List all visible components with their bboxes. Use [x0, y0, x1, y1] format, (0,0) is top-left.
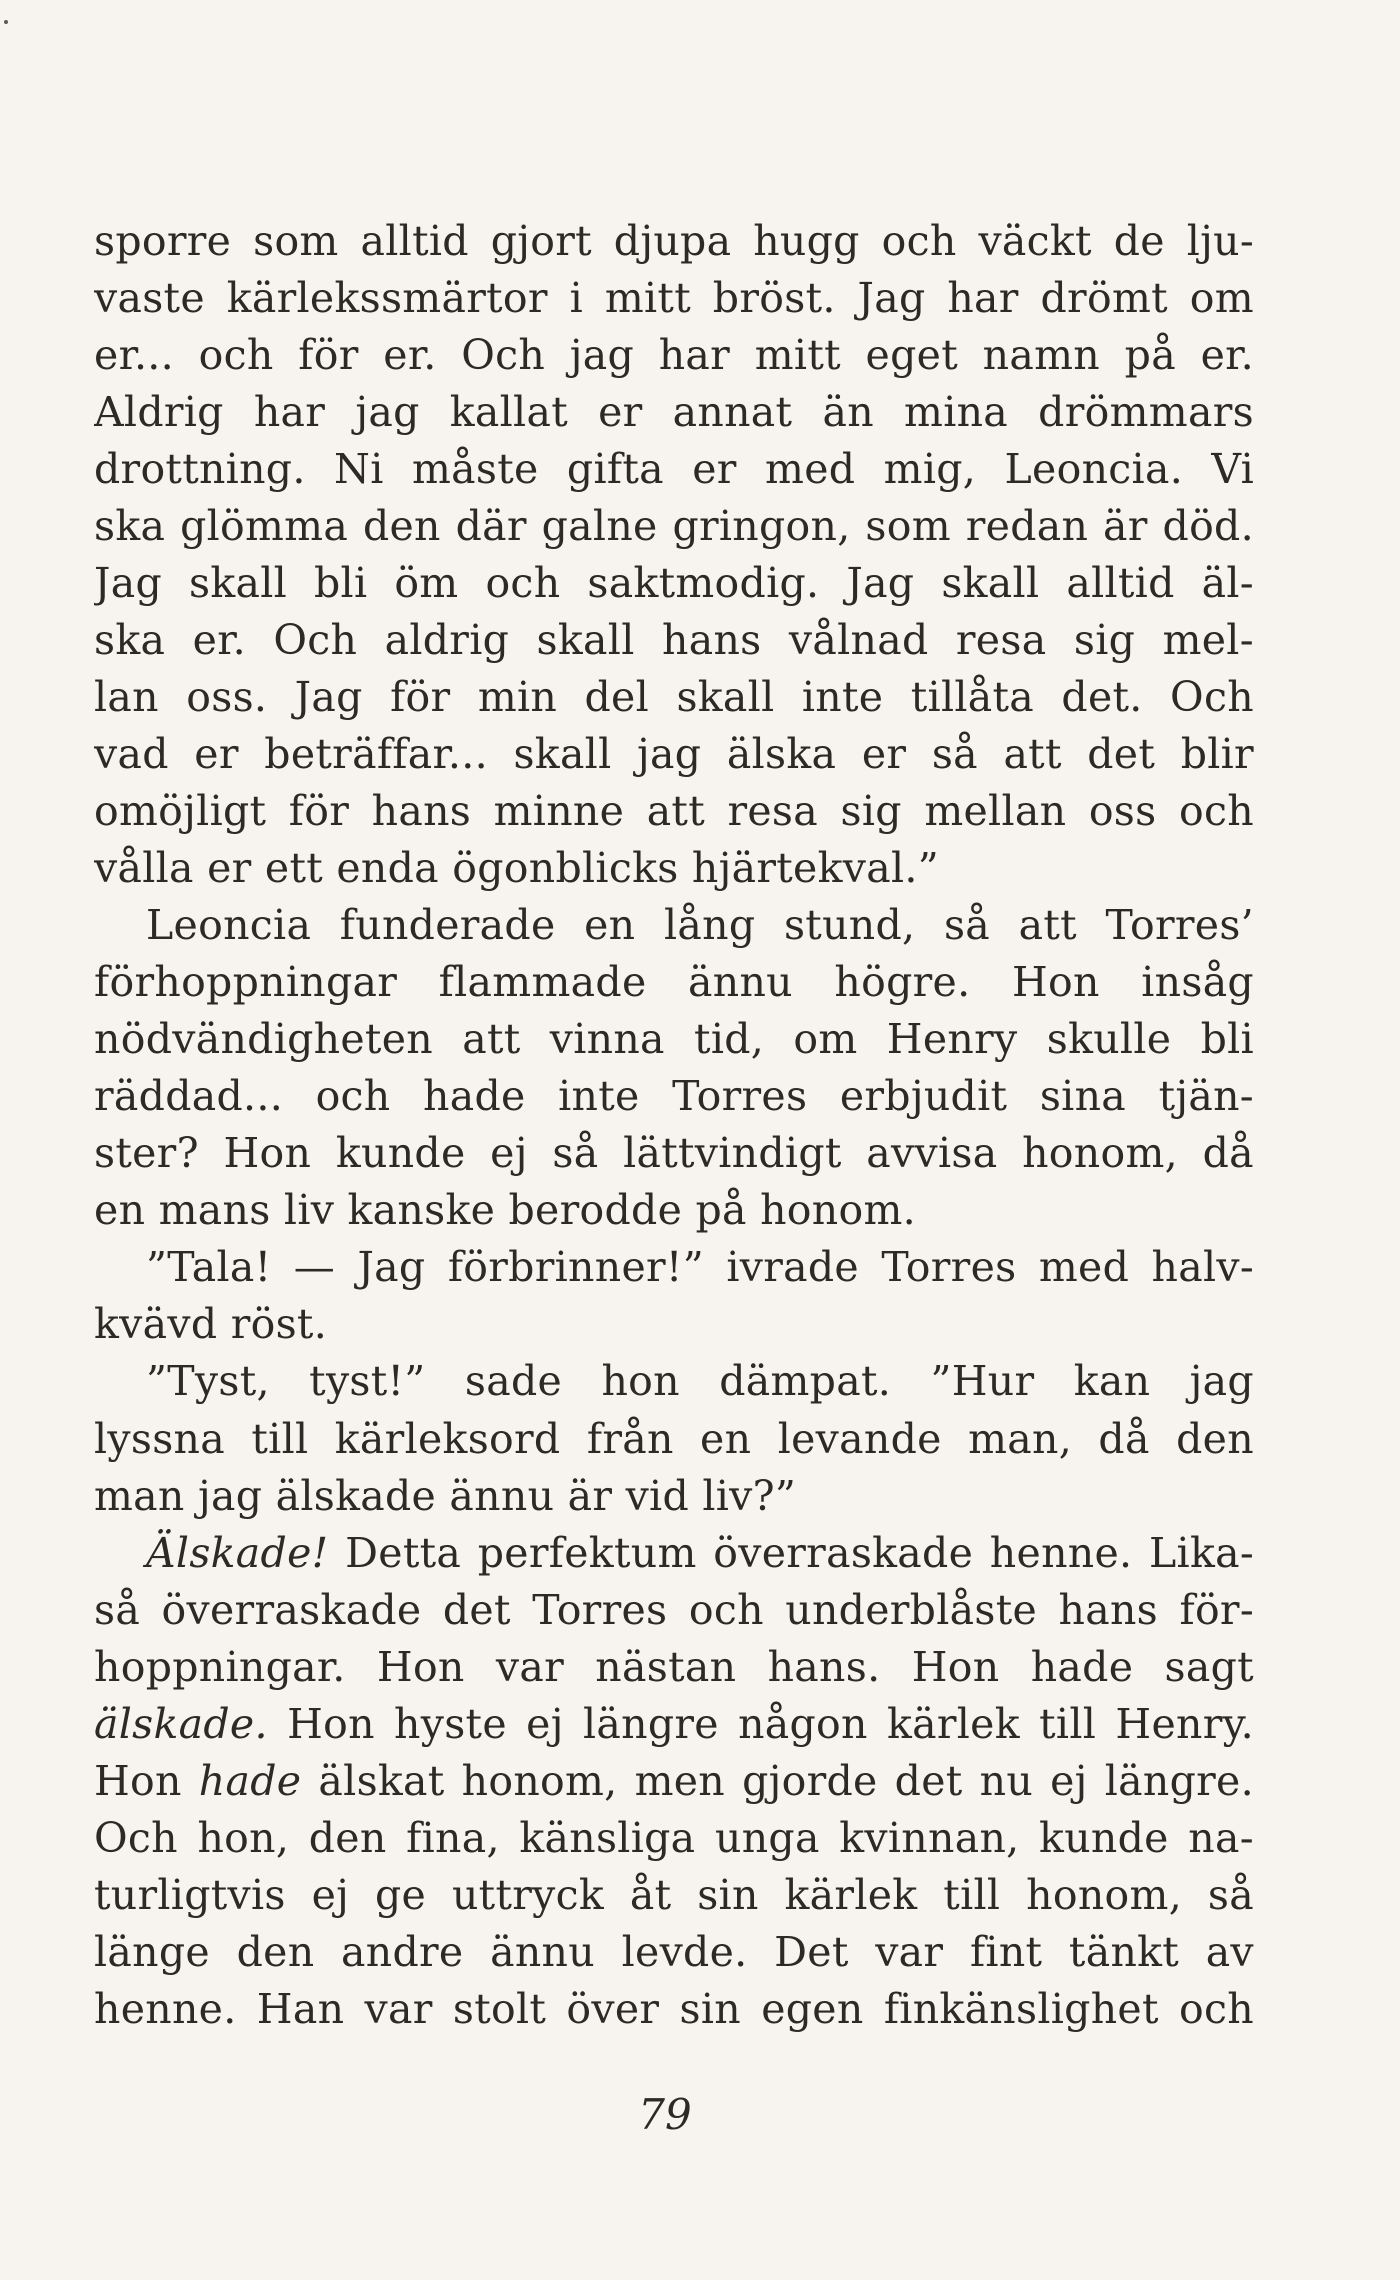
italic-word: hade: [198, 1756, 302, 1805]
text-line-26: hoppningar. Hon var nästan hans. Hon hade sagt: [94, 1642, 1254, 1691]
text-line-14: förhoppningar flammade ännu högre. Hon insåg: [94, 958, 1254, 1007]
text-line-21: ”Tyst, tyst!” sade hon dämpat. ”Hur kan jag: [146, 1357, 1254, 1406]
body-text: [94, 212, 1254, 2038]
text-line-9: lan oss. Jag för min del skall inte tillåta det. Och: [94, 672, 1254, 721]
text-line-7: Jag skall bli öm och saktmodig. Jag skall alltid äl-: [94, 558, 1254, 607]
text-line-17: ster? Hon kunde ej så lättvindigt avvisa honom, då: [94, 1129, 1254, 1178]
text-line-12: vålla er ett enda ögonblicks hjärtekval.”: [94, 844, 939, 893]
text-line-11: omöjligt för hans minne att resa sig mellan oss och: [94, 786, 1254, 835]
text-line-24: Älskade! Detta perfektum överraskade henne. Lika-: [146, 1528, 1254, 1577]
text-line-8: ska er. Och aldrig skall hans vålnad resa sig mel-: [94, 615, 1254, 664]
italic-word: älskade.: [94, 1699, 268, 1748]
text-line-22: lyssna till kärleksord från en levande man, då den: [94, 1414, 1254, 1463]
text-line-30: turligtvis ej ge uttryck åt sin kärlek till honom, så: [94, 1870, 1254, 1919]
text-line-31: länge den andre ännu levde. Det var fint tänkt av: [94, 1927, 1254, 1976]
text-line-10: vad er beträffar... skall jag älska er så att det blir: [94, 729, 1254, 778]
text-line-6: ska glömma den där galne gringon, som redan är död.: [94, 501, 1254, 550]
text-line-13: Leoncia funderade en lång stund, så att Torres’: [146, 901, 1254, 950]
text-line-16: räddad... och hade inte Torres erbjudit sina tjän-: [94, 1072, 1254, 1121]
text-line-4: Aldrig har jag kallat er annat än mina drömmars: [94, 387, 1254, 436]
italic-word: Älskade!: [146, 1528, 329, 1577]
text-line-25: så överraskade det Torres och underblåste hans för-: [94, 1585, 1254, 1634]
text-line-28: Hon hade älskat honom, men gjorde det nu ej längre.: [94, 1756, 1254, 1805]
text-line-5: drottning. Ni måste gifta er med mig, Leoncia. Vi: [94, 444, 1254, 493]
text-line-1: sporre som alltid gjort djupa hugg och väckt de lju-: [94, 216, 1254, 265]
text-line-2: vaste kärlekssmärtor i mitt bröst. Jag har drömt om: [94, 273, 1254, 322]
text-line-27: älskade. Hon hyste ej längre någon kärlek till Henry.: [94, 1699, 1254, 1748]
text-line-19: ”Tala! — Jag förbrinner!” ivrade Torres med halv-: [146, 1243, 1254, 1292]
text-line-18: en mans liv kanske berodde på honom.: [94, 1186, 916, 1235]
page-speck: [4, 20, 8, 24]
text-line-20: kvävd röst.: [94, 1300, 328, 1349]
text-line-29: Och hon, den fina, känsliga unga kvinnan, kunde na-: [94, 1813, 1254, 1862]
text-line-32: henne. Han var stolt över sin egen finkänslighet och: [94, 1984, 1254, 2033]
text-line-23: man jag älskade ännu är vid liv?”: [94, 1471, 797, 1520]
text-line-15: nödvändigheten att vinna tid, om Henry skulle bli: [94, 1015, 1254, 1064]
text-line-3: er... och för er. Och jag har mitt eget namn på er.: [94, 330, 1254, 379]
page-number: 79: [638, 2090, 692, 2139]
